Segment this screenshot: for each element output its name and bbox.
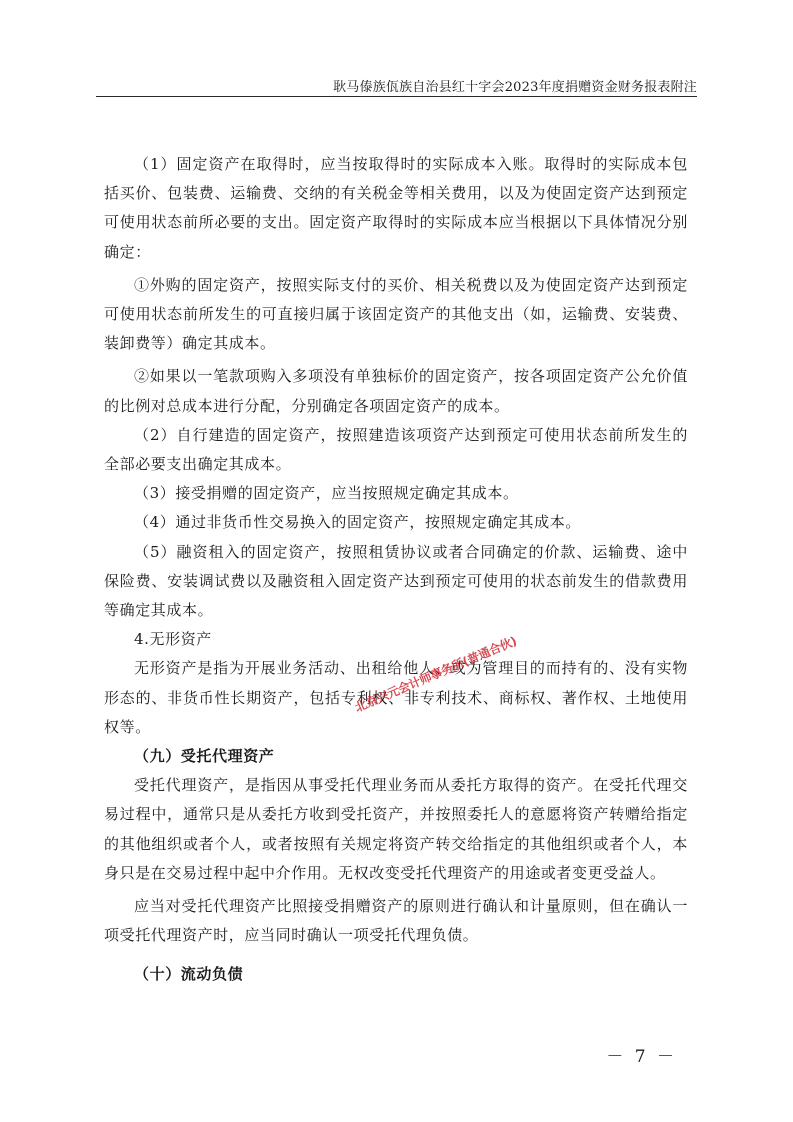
paragraph-purchased-assets: ①外购的固定资产，按照实际支付的买价、相关税费以及为使固定资产达到预定可使用状态前所发生的可直接归属于该固定资产的其他支出（如，运输费、安装费、装卸费等）确定其成本。 xyxy=(104,275,688,353)
heading-current-liabilities: （十）流动负债 xyxy=(134,965,244,984)
paragraph-fixed-asset-acquisition: （1）固定资产在取得时，应当按取得时的实际成本入账。取得时的实际成本包括买价、包装费、运输费、交纳的有关税金等相关费用，以及为使固定资产达到预定可使用状态前所必要的支出。固定资产取得时的实际成本应当根据以下具体情况分别确定： xyxy=(104,155,688,261)
paragraph-entrusted-recognition: 应当对受托代理资产比照接受捐赠资产的原则进行确认和计量原则，但在确认一项受托代理资产时，应当同时确认一项受托代理负债。 xyxy=(104,897,688,945)
paragraph-finance-lease: （5）融资租入的固定资产，按照租赁协议或者合同确定的价款、运输费、途中保险费、安装调试费以及融资租入固定资产达到预定可使用的状态前发生的借款费用等确定其成本。 xyxy=(104,542,688,620)
document-header: 耿马傣族佤族自治县红十字会2023年度捐赠资金财务报表附注 xyxy=(333,80,697,95)
audit-firm-stamp: 北京兴元会计师事务所(普通合伙) xyxy=(352,633,519,715)
paragraph-bundled-purchase: ②如果以一笔款项购入多项没有单独标价的固定资产，按各项固定资产公允价值的比例对总成本进行分配，分别确定各项固定资产的成本。 xyxy=(104,367,688,415)
paragraph-donated-assets: （3）接受捐赠的固定资产，应当按照规定确定其成本。 xyxy=(134,484,519,503)
paragraph-nonmonetary-exchange: （4）通过非货币性交易换入的固定资产，按照规定确定其成本。 xyxy=(134,513,581,532)
heading-entrusted-assets: （九）受托代理资产 xyxy=(134,747,275,766)
paragraph-self-built-assets: （2）自行建造的固定资产，按照建造该项资产达到预定可使用状态前所发生的全部必要支出确定其成本。 xyxy=(104,425,688,474)
paragraph-intangible-assets: 无形资产是指为开展业务活动、出租给他人、或为管理目的而持有的、没有实物形态的、非货币性长期资产，包括专利权、非专利技术、商标权、著作权、土地使用权等。 xyxy=(104,659,688,736)
paragraph-entrusted-assets: 受托代理资产，是指因从事受托代理业务而从委托方取得的资产。在受托代理交易过程中，通常只是从委托方收到受托资产，并按照委托人的意愿将资产转赠给指定的其他组织或者个人，或者按照有关规定将资产转交给指定的其他组织或者个人，本身只是在交易过程中起中介作用。无权改变受托代理资产的用途或者变更受益人。 xyxy=(104,776,688,882)
heading-intangible-assets: 4.无形资产 xyxy=(134,630,212,649)
header-divider xyxy=(96,96,697,97)
page-number: － 7 － xyxy=(606,1047,677,1067)
document-body xyxy=(104,150,688,990)
